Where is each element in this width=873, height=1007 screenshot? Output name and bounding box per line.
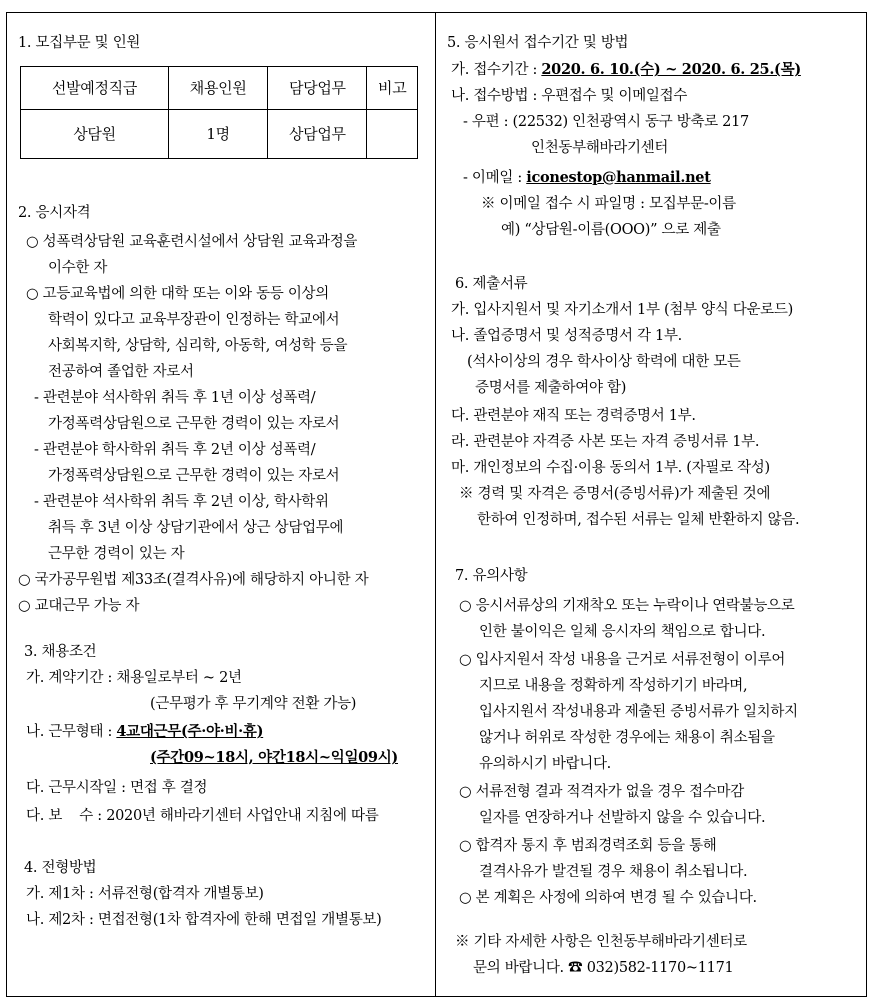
qualification-line: 학력이 있다고 교육부장관이 인정하는 학교에서 xyxy=(48,312,340,328)
document-item: 나. 졸업증명서 및 성적증명서 각 1부. xyxy=(451,328,682,344)
salary-value: 2020년 해바라기센터 사업안내 지침에 따름 xyxy=(106,808,379,824)
qualification-line: 전공하여 졸업한 자로서 xyxy=(48,364,194,380)
table-cell: 상담업무 xyxy=(268,110,367,159)
footer-contact xyxy=(473,956,733,980)
contract-period-label: 가. 계약기간 : xyxy=(26,670,117,686)
work-hours: (주간09~18시, 야간18시~익일09시) xyxy=(150,749,398,766)
work-type-label: 나. 근무형태 : xyxy=(26,724,117,740)
qualification-line: - 관련분야 학사학위 취득 후 2년 이상 성폭력/ xyxy=(34,442,316,458)
notice-line: ○ 응시서류상의 기재착오 또는 누락이나 연락불능으로 xyxy=(459,598,795,614)
section-6-heading: 6. 제출서류 xyxy=(455,276,528,292)
post-label: - 우편 : xyxy=(463,114,513,130)
contract-period xyxy=(26,666,242,690)
notice-line: 인한 불이익은 일체 응시자의 책임으로 합니다. xyxy=(479,624,766,640)
selection-step: 나. 제2차 : 면접전형(1차 합격자에 한해 면접일 개별통보) xyxy=(26,912,382,928)
document-item: 증명서를 제출하여야 함) xyxy=(475,380,627,396)
contract-period-value: 채용일로부터 ~ 2년 xyxy=(116,670,242,686)
qualification-line: 근무한 경력이 있는 자 xyxy=(48,546,185,562)
salary xyxy=(26,804,378,828)
document-item: 가. 입사지원서 및 자기소개서 1부 (첨부 양식 다운로드) xyxy=(451,302,793,318)
selection-step: 가. 제1차 : 서류전형(합격자 개별통보) xyxy=(26,886,264,902)
notice-line: 지므로 내용을 정확하게 작성하기기 바라며, xyxy=(479,678,748,694)
qualification-line: ○ 성폭력상담원 교육훈련시설에서 상담원 교육과정을 xyxy=(26,234,358,250)
post-organization: 인천동부해바라기센터 xyxy=(531,140,669,156)
qualification-line: 가정폭력상담원으로 근무한 경력이 있는 자로서 xyxy=(48,468,340,484)
document-note: ※ 경력 및 자격은 증명서(증빙서류)가 제출된 것에 xyxy=(459,486,771,502)
table-header: 선발예정직급 xyxy=(21,67,169,110)
start-date-label: 다. 근무시작일 : xyxy=(26,780,131,796)
notice-line: 입사지원서 작성내용과 제출된 증빙서류가 일치하지 xyxy=(479,704,798,720)
work-type-value: 4교대근무(주·야·비·휴) xyxy=(116,723,264,740)
section-3-heading: 3. 채용조건 xyxy=(24,644,97,660)
qualification-line: - 관련분야 석사학위 취득 후 2년 이상, 학사학위 xyxy=(34,494,329,510)
application-period-value: 2020. 6. 10.(수) ~ 2020. 6. 25.(목) xyxy=(541,61,801,78)
start-date xyxy=(26,776,207,800)
section-4-heading: 4. 전형방법 xyxy=(24,860,97,876)
telephone-icon: ☎ xyxy=(568,960,583,976)
qualification-line: 가정폭력상담원으로 근무한 경력이 있는 자로서 xyxy=(48,416,340,432)
qualification-line: ○ 국가공무원법 제33조(결격사유)에 해당하지 아니한 자 xyxy=(18,572,369,588)
phone-number[interactable]: 032)582-1170~1171 xyxy=(586,960,734,976)
qualification-line: ○ 고등교육법에 의한 대학 또는 이와 동등 이상의 xyxy=(26,286,329,302)
notice-line: 결격사유가 발견될 경우 채용이 취소됩니다. xyxy=(479,864,748,880)
application-period-label: 가. 접수기간 : xyxy=(451,62,542,78)
table-row xyxy=(21,110,418,159)
notice-line: ○ 합격자 통지 후 범죄경력조회 등을 통해 xyxy=(459,838,717,854)
table-cell: 1명 xyxy=(169,110,268,159)
document-note: 한하여 인정하며, 접수된 서류는 일체 반환하지 않음. xyxy=(477,512,800,528)
email-label: - 이메일 : xyxy=(463,170,527,186)
table-header: 담당업무 xyxy=(268,67,367,110)
qualification-line: - 관련분야 석사학위 취득 후 1년 이상 성폭력/ xyxy=(34,390,316,406)
notice-line: 유의하시기 바랍니다. xyxy=(479,756,611,772)
qualification-line: 이수한 자 xyxy=(48,260,108,276)
email-note-example: 예) “상담원-이름(OOO)” 으로 제출 xyxy=(501,222,721,238)
email-address[interactable]: iconestop@hanmail.net xyxy=(526,169,711,186)
document-item: 마. 개인정보의 수집·이용 동의서 1부. (자필로 작성) xyxy=(451,460,770,476)
section-2-heading: 2. 응시자격 xyxy=(18,205,91,221)
notice-line: ○ 본 계획은 사정에 의하여 변경 될 수 있습니다. xyxy=(459,890,757,906)
email-note: ※ 이메일 접수 시 파일명 : 모집부문-이름 xyxy=(481,196,736,212)
footer-contact-text: 문의 바랍니다. xyxy=(473,960,569,976)
application-period xyxy=(451,58,801,82)
notice-line: 않거나 허위로 작성한 경우에는 채용이 취소됨을 xyxy=(479,730,775,746)
post-address xyxy=(463,110,749,134)
table-header: 비고 xyxy=(367,67,418,110)
start-date-value: 면접 후 결정 xyxy=(130,780,208,796)
table-header-row xyxy=(21,67,418,110)
table-header: 채용인원 xyxy=(169,67,268,110)
document-item: 다. 관련분야 재직 또는 경력증명서 1부. xyxy=(451,408,696,424)
column-divider xyxy=(435,12,436,997)
contract-note: (근무평가 후 무기계약 전환 가능) xyxy=(150,696,357,712)
table-cell xyxy=(367,110,418,159)
footer-note: ※ 기타 자세한 사항은 인천동부해바라기센터로 xyxy=(455,934,747,950)
section-7-heading: 7. 유의사항 xyxy=(455,568,528,584)
qualification-line: 사회복지학, 상담학, 심리학, 아동학, 여성학 등을 xyxy=(48,338,348,354)
application-method: 나. 접수방법 : 우편접수 및 이메일접수 xyxy=(451,88,688,104)
section-5-heading: 5. 응시원서 접수기간 및 방법 xyxy=(447,35,629,51)
notice-line: ○ 입사지원서 작성 내용을 근거로 서류전형이 이루어 xyxy=(459,652,786,668)
document-item: 라. 관련분야 자격증 사본 또는 자격 증빙서류 1부. xyxy=(451,434,760,450)
document-item: (석사이상의 경우 학사이상 학력에 대한 모든 xyxy=(467,354,741,370)
work-type xyxy=(26,720,263,744)
notice-line: ○ 서류전형 결과 적격자가 없을 경우 접수마감 xyxy=(459,784,744,800)
post-address-value: (22532) 인천광역시 동구 방축로 217 xyxy=(512,114,749,130)
salary-label: 다. 보 수 : xyxy=(26,808,107,824)
qualification-line: 취득 후 3년 이상 상담기관에서 상근 상담업무에 xyxy=(48,520,344,536)
section-1-heading: 1. 모집부문 및 인원 xyxy=(18,35,141,51)
table-cell: 상담원 xyxy=(21,110,169,159)
notice-line: 일자를 연장하거나 선발하지 않을 수 있습니다. xyxy=(479,810,766,826)
recruit-table xyxy=(20,66,418,159)
qualification-line: ○ 교대근무 가능 자 xyxy=(18,598,140,614)
email-line xyxy=(463,166,711,190)
